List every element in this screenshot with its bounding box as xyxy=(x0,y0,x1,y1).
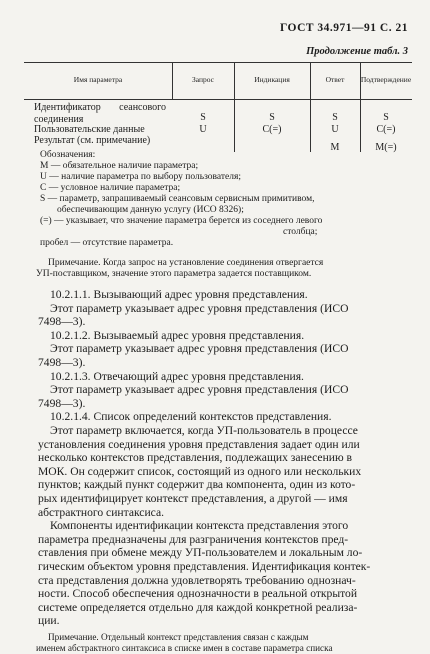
paragraph-line: гическим объектом уровня представления. Идентификация контек- xyxy=(38,560,371,573)
legend-item: (=) — указывает, что значение параметра берется из соседнего левого xyxy=(40,216,323,226)
paragraph-line: 10.2.1.3. Отвечающий адрес уровня представления. xyxy=(50,369,304,383)
paragraph-line: Этот параметр указывает адрес уровня представления (ИСО xyxy=(50,383,349,397)
row-name-result: Результат (см. примечание) xyxy=(34,135,151,146)
parameters-table xyxy=(24,62,412,152)
paragraph-line: 10.2.1.2. Вызываемый адрес уровня представления. xyxy=(50,328,305,342)
legend-item: M — обязательное наличие параметра; xyxy=(40,161,199,171)
paragraph-line: Этот параметр включается, когда УП-пользователь в процессе xyxy=(50,424,358,437)
paragraph-line: Компоненты идентификации контекста представления этого xyxy=(50,519,349,533)
paragraph-line: 7498—3). xyxy=(38,396,86,410)
paragraph-line: ста представления должна удовлетворять требованию однознач- xyxy=(38,573,356,587)
paragraph-line: 10.2.1.4. Список определений контекстов представления. xyxy=(50,410,332,424)
row-name-session-id: Идентификатор сеансового соединения xyxy=(34,102,166,125)
cell-indication: C(=) xyxy=(262,124,282,135)
note-text: именем абстрактного синтаксиса в списке имен в составе параметра списка xyxy=(36,643,333,653)
paragraph-line: несколько контекстов представления, подлежащих занесению в xyxy=(38,451,353,465)
paragraph-line: системе определяется отдельно для каждой конкретной реализа- xyxy=(38,600,358,614)
paragraph-line: ности. Способ обеспечения однозначности в реальной открытой xyxy=(38,587,358,601)
paragraph-line: рых идентифицирует контекст представления, а другой — имя xyxy=(38,492,348,505)
legend-item: U — наличие параметра по выбору пользователя; xyxy=(40,172,241,182)
legend-item: C — условное наличие параметра; xyxy=(40,183,181,193)
cell-response: U xyxy=(331,124,339,135)
legend-item: обеспечивающим данную услугу (ИСО 8326); xyxy=(57,205,244,215)
paragraph-line: установления соединения уровня представления задает один или xyxy=(38,437,360,451)
note-text: УП-поставщиком, значение этого параметра задается поставщиком. xyxy=(36,269,312,279)
cell-indication: S xyxy=(269,112,275,123)
paragraph-line: пунктов; каждый пункт содержит два компонента, один из кото- xyxy=(38,478,356,492)
paragraph-line: Этот параметр указывает адрес уровня представления (ИСО xyxy=(50,342,349,356)
note-text: Примечание. Отдельный контекст представления связан с каждым xyxy=(48,632,309,642)
row-name-user-data: Пользовательские данные xyxy=(34,124,145,135)
page-header: ГОСТ 34.971—91 С. 21 xyxy=(279,22,408,34)
paragraph-line: Этот параметр указывает адрес уровня представления (ИСО xyxy=(50,301,349,315)
paragraph-line: ции. xyxy=(38,614,60,628)
column-header-request: Запрос xyxy=(191,75,215,85)
paragraph-line: ставления при обмене между УП-пользователем и локальным ло- xyxy=(38,546,363,560)
column-header-indication: Индикация xyxy=(254,75,290,85)
legend-item: S — параметр, запрашиваемый сеансовым сервисным примитивом, xyxy=(40,194,315,204)
cell-confirm: C(=) xyxy=(376,124,396,135)
column-header-confirm: Подтверждение xyxy=(360,75,412,85)
column-header-name: Имя параметра xyxy=(73,75,123,85)
paragraph-line: 7498—3). xyxy=(38,315,86,329)
table-header-rule xyxy=(24,99,412,100)
paragraph-line: абстрактного синтаксиса. xyxy=(38,505,164,519)
cell-response: M xyxy=(330,142,340,153)
legend-item: столбца; xyxy=(283,227,318,237)
cell-confirm: M(=) xyxy=(375,142,397,153)
cell-confirm: S xyxy=(383,112,389,123)
paragraph-line: 10.2.1.1. Вызывающий адрес уровня представления. xyxy=(50,288,308,301)
note-text: Примечание. Когда запрос на установление соединения отвергается xyxy=(48,258,324,268)
paragraph-line: параметра предназначены для разграничения контекстов пред- xyxy=(38,532,349,546)
cell-request: U xyxy=(199,124,207,135)
column-header-response: Ответ xyxy=(325,75,345,85)
paragraph-line: МОК. Он содержит список, состоящий из одного или нескольких xyxy=(38,464,362,478)
table-continuation-label: Продолжение табл. 3 xyxy=(306,46,408,57)
cell-request: S xyxy=(200,112,206,123)
cell-response: S xyxy=(332,112,338,123)
legend-title: Обозначения: xyxy=(40,150,96,160)
paragraph-line: 7498—3). xyxy=(38,356,86,369)
legend-item: пробел — отсутствие параметра. xyxy=(40,238,174,248)
